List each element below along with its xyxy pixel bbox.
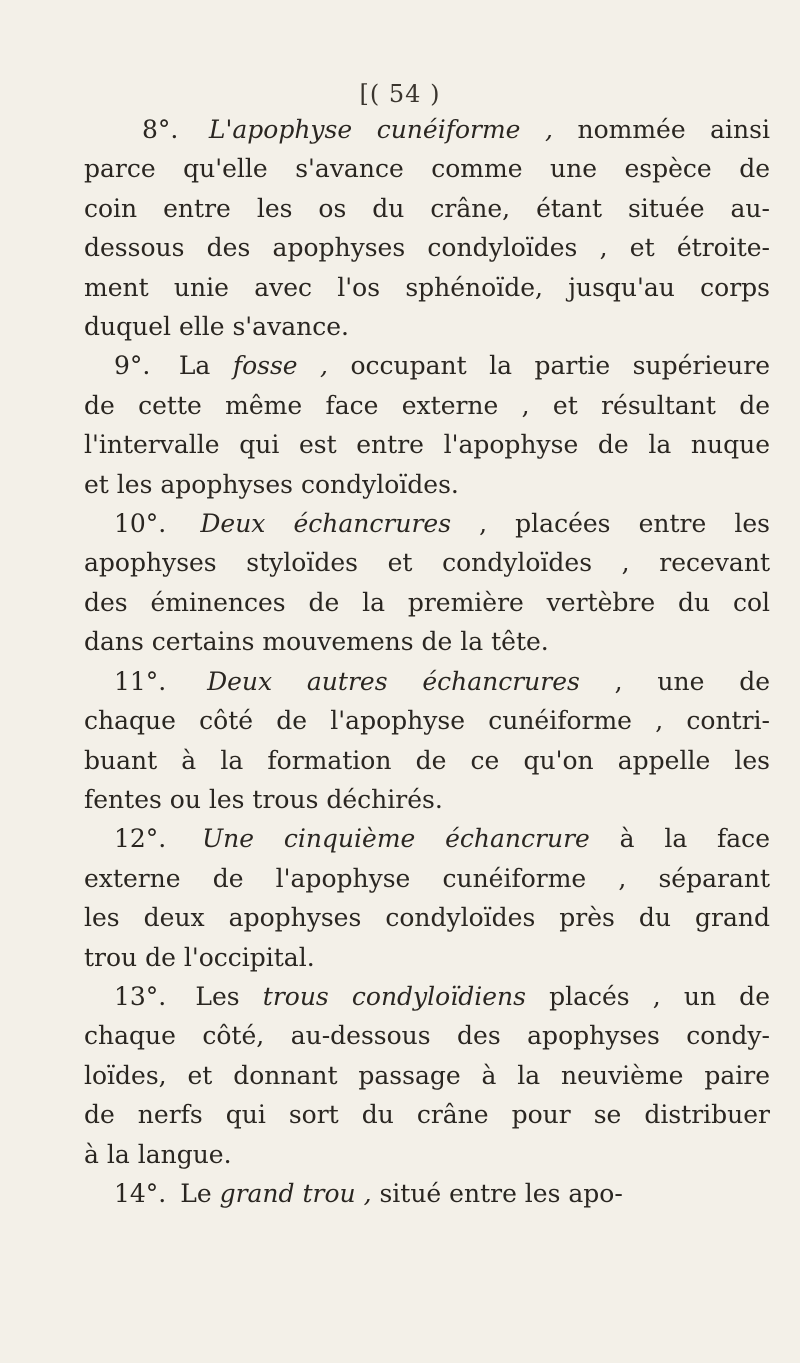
text-segment: nommée ainsi [552,115,770,144]
text-line [84,977,770,1016]
text-line [84,307,770,346]
text-segment: loïdes, et donnant passage à la neuvième paire [84,1060,770,1090]
text-line [84,701,770,740]
paragraph [84,346,770,504]
paragraph-number: 12°. [114,824,197,854]
text-line [84,504,770,543]
text-line [84,583,770,622]
page-number: [( 54 ) [359,80,441,108]
text-segment: coin entre les os du crâne, étant située au- [84,193,770,223]
paragraph-number: 14°. [114,1178,175,1208]
text-line [84,622,770,661]
text-segment: situé entre les apo- [371,1178,623,1208]
text-segment: chaque côté de l'apophyse cunéiforme , contri- [84,706,770,736]
text-segment: externe de l'apophyse cunéiforme , séparant [84,863,770,893]
text-segment: de cette même face externe , et résultant de [84,390,770,420]
text-line [84,228,770,267]
text-segment: occupant la partie supérieure [328,351,771,381]
paragraph-number: 9°. [114,351,173,381]
text-line [84,1174,770,1213]
text-line [84,1095,770,1134]
text-line [84,268,770,307]
text-segment: , une de [579,666,770,696]
paragraph [84,1174,770,1213]
text-segment: apophyses styloïdes et condyloïdes , recevant [84,548,770,578]
text-segment: buant à la formation de ce qu'on appelle les [84,745,770,775]
text-segment: dans certains mouvemens de la tête. [84,627,549,657]
text-segment: Le [180,1178,220,1208]
text-line [84,425,770,464]
text-segment: ment unie avec l'os sphénoïde, jusqu'au corps [84,272,770,302]
text-line [84,543,770,582]
text-segment: des éminences de la première vertèbre du col [84,587,770,617]
paragraph-number: 8°. [142,115,203,144]
text-line [84,662,770,701]
italic-term: Deux échancrures [200,509,452,539]
text-line [84,149,770,188]
text-segment: placés , un de [525,981,770,1011]
text-segment: fentes ou les trous déchirés. [84,784,443,814]
text-segment: , placées entre les [451,509,770,539]
paragraph [84,662,770,820]
text-line [84,741,770,780]
paragraph [84,819,770,977]
italic-term: L'apophyse cunéiforme , [208,115,553,144]
text-line [84,898,770,937]
text-line [84,346,770,385]
text-segment: parce qu'elle s'avance comme une espèce de [84,154,770,184]
text-line [84,386,770,425]
paragraph [84,110,770,346]
text-line [84,1016,770,1055]
text-segment: à la face [589,824,770,854]
text-line [84,859,770,898]
text-line [84,938,770,977]
paragraph [84,504,770,662]
text-line [84,780,770,819]
text-segment: Les [195,981,263,1011]
text-segment: et les apophyses condyloïdes. [84,469,459,499]
paragraph-number: 11°. [114,666,202,696]
text-segment: duquel elle s'avance. [84,312,349,342]
text-line [84,110,770,149]
italic-term: grand trou , [219,1178,372,1208]
italic-term: fosse , [232,351,328,381]
paragraph-number: 13°. [114,981,190,1011]
text-segment: de nerfs qui sort du crâne pour se distribuer [84,1100,770,1130]
italic-term: Une cinquième échancrure [202,824,590,854]
text-line [84,189,770,228]
text-segment: les deux apophyses condyloïdes près du grand [84,903,770,933]
text-segment: l'intervalle qui est entre l'apophyse de la nuque [84,430,770,460]
paragraph-number: 10°. [114,509,195,539]
text-line [84,819,770,858]
italic-term: trous condyloïdiens [262,981,526,1011]
text-segment: chaque côté, au-dessous des apophyses condy- [84,1021,770,1051]
paragraph [84,977,770,1174]
text-segment: à la langue. [84,1139,232,1169]
text-line [84,1135,770,1174]
text-segment: dessous des apophyses condyloïdes , et étroite- [84,233,770,263]
text-line [84,1056,770,1095]
text-segment: La [178,351,233,381]
italic-term: Deux autres échancrures [207,666,580,696]
page-text [84,110,770,1213]
text-segment: trou de l'occipital. [84,942,315,972]
text-line [84,465,770,504]
